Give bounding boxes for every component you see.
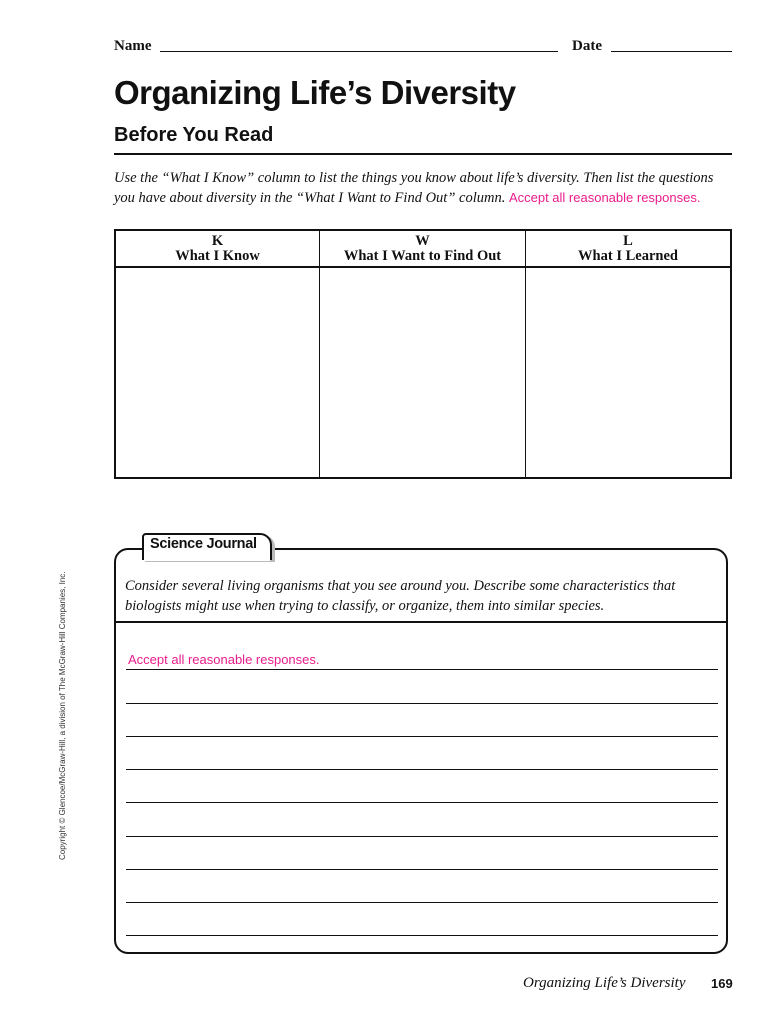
section-divider <box>114 153 732 155</box>
date-label: Date <box>572 38 602 54</box>
page-title: Organizing Life’s Diversity <box>114 74 516 111</box>
kwl-cell-learned[interactable] <box>526 268 730 477</box>
journal-divider <box>115 621 727 623</box>
writing-line[interactable] <box>126 669 718 670</box>
writing-line[interactable] <box>126 769 718 770</box>
footer-title: Organizing Life’s Diversity <box>523 975 686 991</box>
kwl-letter: K <box>211 233 224 249</box>
journal-tab-join <box>144 557 270 561</box>
journal-tab-label: Science Journal <box>150 536 257 552</box>
writing-line[interactable] <box>126 836 718 837</box>
journal-answer: Accept all reasonable responses. <box>128 652 320 667</box>
kwl-header-l <box>526 231 730 268</box>
writing-line[interactable] <box>126 703 718 704</box>
instructions-answer: Accept all reasonable responses. <box>508 190 701 205</box>
writing-line[interactable] <box>126 736 718 737</box>
writing-line[interactable] <box>126 869 718 870</box>
writing-line[interactable] <box>126 935 718 936</box>
section-title: Before You Read <box>114 124 274 146</box>
kwl-label: What I Want to Find Out <box>343 248 502 264</box>
journal-prompt: Consider several living organisms that you see around you. Describe some characteristics that biologists might use when trying to classify, or organize, them into similar species. <box>125 578 676 614</box>
kwl-header-k <box>116 231 320 268</box>
kwl-letter: L <box>623 233 633 249</box>
kwl-cell-want[interactable] <box>320 268 526 477</box>
instructions-text: Use the “What I Know” column to list the things you know about life’s diversity. Then list the questions you have about diversity in the “What I Want to Find Out” column. <box>114 170 714 206</box>
writing-line[interactable] <box>126 802 718 803</box>
name-field[interactable] <box>160 51 558 52</box>
page-number: 169 <box>711 976 733 991</box>
kwl-header-w <box>320 231 526 268</box>
copyright-notice: Copyright © Glencoe/McGraw-Hill, a division of The McGraw-Hill Companies, Inc. <box>58 571 67 860</box>
kwl-letter: W <box>415 233 430 249</box>
date-field[interactable] <box>611 51 732 52</box>
kwl-cell-know[interactable] <box>116 268 320 477</box>
kwl-table <box>114 229 732 479</box>
instructions <box>114 168 730 208</box>
writing-line[interactable] <box>126 902 718 903</box>
name-label: Name <box>114 38 152 54</box>
kwl-label: What I Know <box>175 248 260 264</box>
kwl-label: What I Learned <box>578 248 678 264</box>
